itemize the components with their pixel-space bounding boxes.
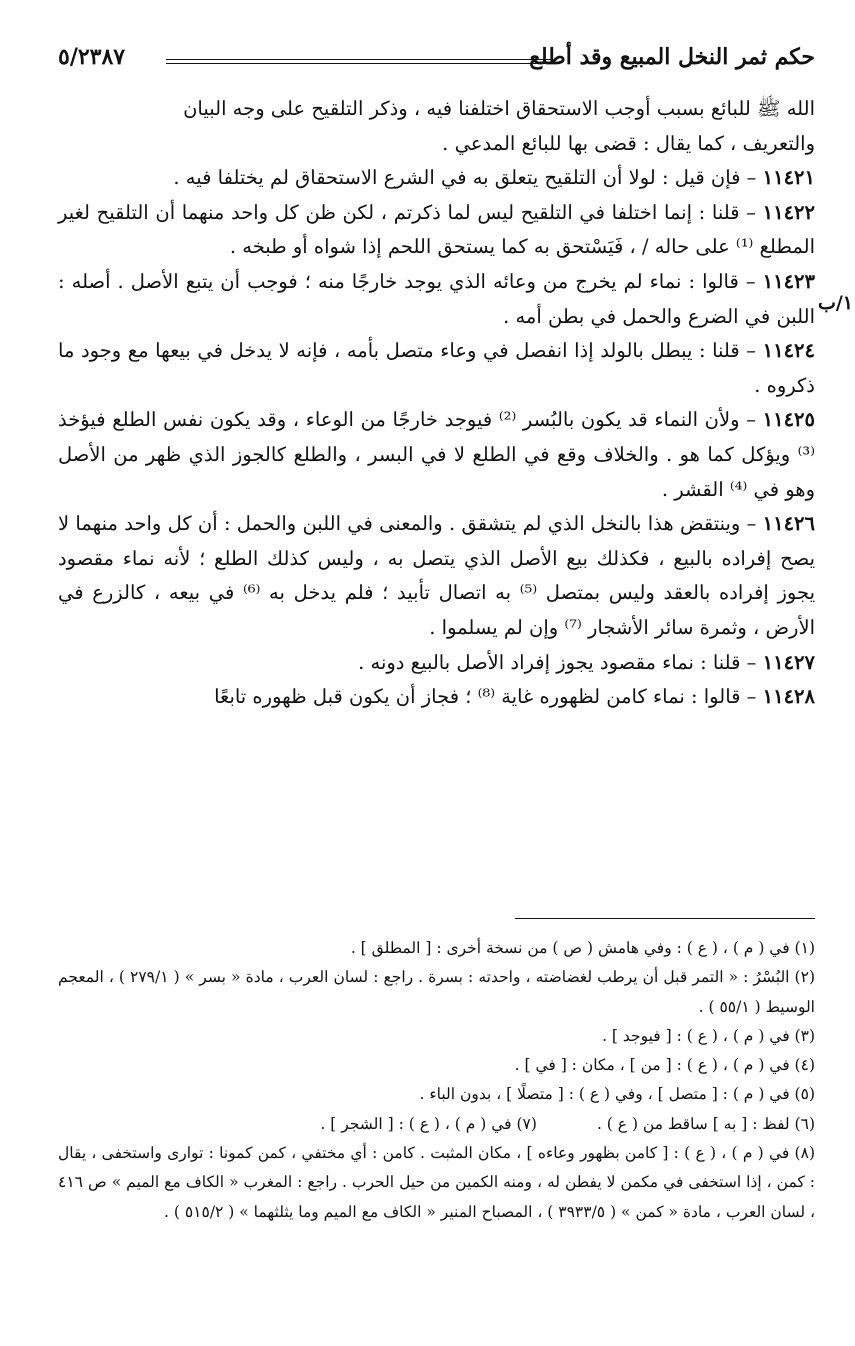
paragraph-number: ١١٤٢١	[762, 166, 815, 190]
paragraph-text: – وينتقض هذا بالنخل الذي لم يتشقق . والمعنى في اللبن والحمل : أن كل واحد منهما لا يصح إفراده بالبيع ، فكذلك بيع الأصل الذي يتصل به ، وليس كذلك الطلع ؛ لأنه نماء مقصود يجوز إفراده بالعقد وليس بمتصل ⁽⁵⁾ به اتصال تأبيد ؛ فلم يدخل به ⁽⁶⁾ في بيعه ، كالزرع في الأرض ، وثمرة سائر الأشجار ⁽⁷⁾ وإن لم يسلموا .	[58, 512, 815, 639]
paragraph-11422	[58, 196, 815, 265]
paragraph-text: – فإن قيل : لولا أن التلقيح يتعلق به في الشرع الاستحقاق لم يختلفا فيه .	[173, 166, 757, 190]
footnotes	[58, 934, 815, 1227]
footnote-7: (٧) في ( م ) ، ( ع ) : [ الشجر ] .	[320, 1114, 537, 1133]
running-title: حكم ثمر النخل المبيع وقد أطلع	[529, 44, 815, 70]
paragraph-number: ١١٤٢٧	[762, 650, 815, 674]
paragraph-number: ١١٤٢٦	[762, 512, 815, 536]
paragraph-number: ١١٤٢٢	[762, 200, 815, 224]
margin-folio-note: ١/ب	[817, 292, 853, 314]
paragraph-number: ١١٤٢٨	[762, 685, 815, 709]
footnote-separator	[515, 918, 815, 919]
paragraph-number: ١١٤٢٣	[762, 269, 815, 293]
header-rule	[166, 59, 553, 64]
footnote-8: (٨) في ( م ) ، ( ع ) : [ كامن بظهور وعاءه ] ، مكان المثبت . كامن : أي مختفي ، كمن كمونا : توارى واستخفى ، يقال : كمن ، إذا استخفى في مكمن لا يفطن له ، ومنه الكمين من حيل الحرب . راجع : المغرب « الكاف مع الميم » ص ٤١٦ ، لسان العرب ، مادة « كمن » ( ٣٩٣٣/٥ ) ، المصباح المنير « الكاف مع الميم وما يثلثهما » ( ٥١٥/٢ ) .	[58, 1144, 815, 1221]
paragraph-text: – قلنا : إنما اختلفا في التلقيح ليس لما ذكرتم ، لكن ظن كل واحد منهما أن التلقيح لغير المطلع ⁽¹⁾ على حاله / ، فَيَسْتحق به كما يستحق اللحم إذا شواه أو طبخه .	[58, 200, 815, 259]
footnote-4: (٤) في ( م ) ، ( ع ) : [ من ] ، مكان : [ في ] .	[514, 1056, 815, 1075]
main-text	[58, 92, 815, 715]
paragraph-text: – قالوا : نماء كامن لظهوره غاية ⁽⁸⁾ ؛ فجاز أن يكون قبل ظهوره تابعًا	[214, 685, 757, 709]
text-line-1: الله ﷺ للبائع بسبب أوجب الاستحقاق اختلفنا فيه ، وذكر التلقيح على وجه البيان	[183, 97, 815, 120]
paragraph-11423	[58, 265, 815, 334]
paragraph-text: – قلنا : نماء مقصود يجوز إفراد الأصل بالبيع دونه .	[358, 650, 757, 674]
page-number: ٥/٢٣٨٧	[58, 44, 126, 70]
paragraph-text: – ولأن النماء قد يكون بالبُسر ⁽²⁾ فيوجد خارجًا من الوعاء ، وقد يكون نفس الطلع فيؤخذ ⁽³⁾ ويؤكل كما هو . والخلاف وقع في الطلع لا في البسر ، والطلع كالجوز الذي ظهر من الأصل وهو في ⁽⁴⁾ القشر .	[58, 408, 815, 501]
footnote-1: (١) في ( م ) ، ( ع ) : وفي هامش ( ص ) من نسخة أخرى : [ المطلق ] .	[350, 939, 815, 957]
paragraph-11425	[58, 403, 815, 507]
footnote-2: (٢) البُسْرُ : « التمر قبل أن يرطب لغضاضته ، واحدته : بسرة . راجع : لسان العرب ، مادة « بسر » ( ٢٧٩/١ ) ، المعجم الوسيط ( ٥٥/١ ) .	[58, 968, 815, 1016]
paragraph-11427	[58, 646, 815, 681]
paragraph-number: ١١٤٢٥	[762, 408, 815, 432]
paragraph-11426	[58, 507, 815, 645]
text-line-2: والتعريف ، كما يقال : قضى بها للبائع المدعي .	[442, 131, 815, 155]
paragraph-11421	[58, 161, 815, 196]
paragraph-text: – قلنا : يبطل بالولد إذا انفصل في وعاء متصل بأمه ، فإنه لا يدخل في بيعها مع وجود ما ذكروه .	[58, 339, 815, 397]
footnote-6: (٦) لفظ : [ به ] ساقط من ( ع ) .	[596, 1114, 815, 1133]
paragraph-text: – قالوا : نماء لم يخرج من وعائه الذي يوجد خارجًا منه ؛ فوجب أن يتبع الأصل . أصله : اللبن في الضرع والحمل في بطن أمه .	[58, 269, 815, 328]
paragraph-11424	[58, 334, 815, 403]
footnote-row	[58, 1110, 815, 1139]
paragraph-number: ١١٤٢٤	[762, 339, 815, 363]
footnote-3: (٣) في ( م ) ، ( ع ) : [ فيوجد ] .	[602, 1026, 815, 1045]
page-header	[58, 38, 815, 82]
paragraph-11428	[58, 680, 815, 715]
footnote-5: (٥) في ( م ) : [ متصل ] ، وفي ( ع ) : [ متصلًا ] ، بدون الباء .	[419, 1085, 815, 1104]
